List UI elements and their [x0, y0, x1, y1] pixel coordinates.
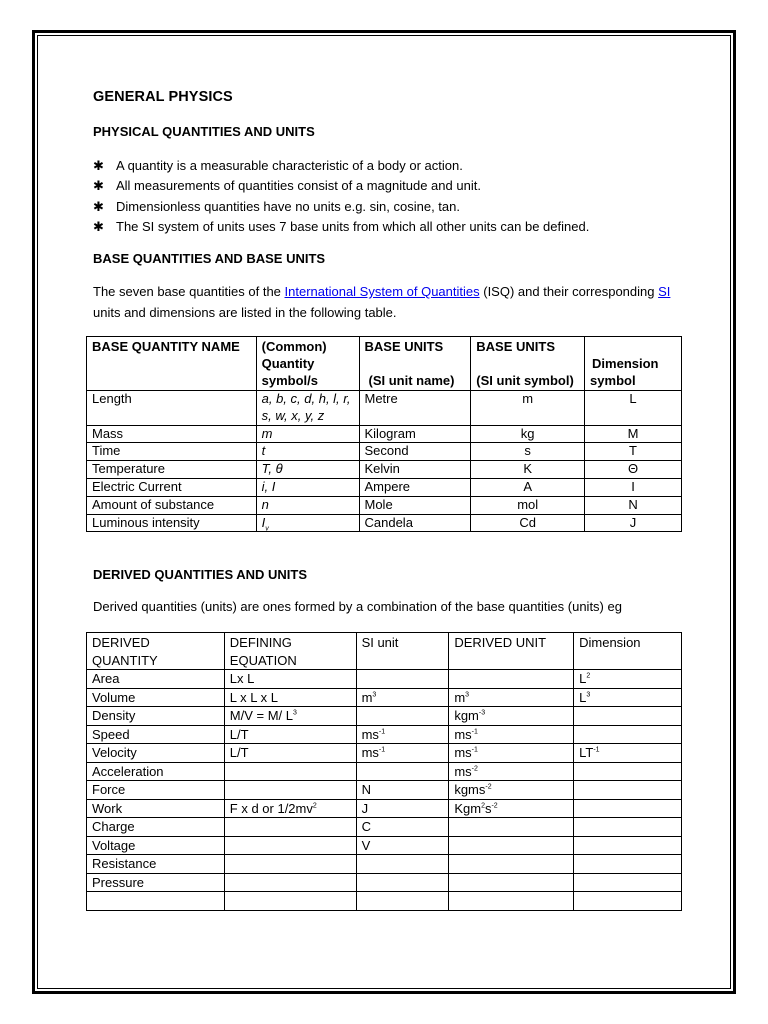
- header-derived-quantity: DERIVED QUANTITY: [87, 633, 225, 670]
- table-cell-dim: [574, 892, 682, 911]
- table-cell-si: [356, 892, 449, 911]
- table-row: Time t Second s T: [87, 443, 682, 461]
- table-cell-qty: Density: [87, 707, 225, 726]
- table-cell-derived: [449, 818, 574, 837]
- base-quantities-paragraph: The seven base quantities of the International System of Quantities (ISQ) and their corresponding SI units and dimensions are listed in the following table.: [93, 284, 671, 320]
- table-cell-qty: Area: [87, 670, 225, 689]
- table-cell-si: $m^3$: [356, 688, 449, 707]
- document-title: GENERAL PHYSICS: [93, 89, 233, 105]
- table-cell-derived: $ms^{-2}$: [449, 762, 574, 781]
- header-dimension: Dimension: [574, 633, 682, 670]
- table-cell-si: $ms^{-1}$: [356, 725, 449, 744]
- table-cell-si: V: [356, 836, 449, 855]
- table-cell-qty: Acceleration: [87, 762, 225, 781]
- table-row: Luminous intensity $I_v$ Candela Cd J: [87, 514, 682, 532]
- list-item: ✱ The SI system of units uses 7 base units from which all other units can be defined.: [93, 217, 693, 237]
- list-item: ✱ Dimensionless quantities have no units e.g. sin, cosine, tan.: [93, 197, 693, 217]
- table-row: Amount of substance n Mole mol N: [87, 496, 682, 514]
- table-cell-eq: [224, 892, 356, 911]
- derived-quantities-paragraph: Derived quantities (units) are ones formed by a combination of the base quantities (units) eg: [93, 599, 622, 614]
- asterisk-bullet-icon: ✱: [93, 178, 104, 194]
- table-row: [87, 855, 682, 874]
- table-cell-qty: Resistance: [87, 855, 225, 874]
- table-cell-derived: $Kgm^2s^{-2}$: [449, 799, 574, 818]
- table-cell-eq: Lx L: [224, 670, 356, 689]
- table-cell-si: $ms^{-1}$: [356, 744, 449, 763]
- base-quantities-table: [86, 336, 682, 532]
- table-row: [87, 836, 682, 855]
- table-row: [87, 707, 682, 726]
- table-cell-qty: Pressure: [87, 873, 225, 892]
- table-cell-dim: [574, 818, 682, 837]
- asterisk-bullet-icon: ✱: [93, 218, 104, 234]
- table-row: [87, 744, 682, 763]
- table-cell-derived: kgms$^{-2}$: [449, 781, 574, 800]
- table-cell-dim: [574, 836, 682, 855]
- header-quantity-symbol: (Common) Quantity symbol/s: [256, 337, 359, 391]
- table-cell-derived: $ms^{-1}$: [449, 744, 574, 763]
- header-si-unit: SI unit: [356, 633, 449, 670]
- table-cell-derived: kgm$^{-3}$: [449, 707, 574, 726]
- table-cell-si: N: [356, 781, 449, 800]
- table-row: [87, 873, 682, 892]
- header-quantity-name: BASE QUANTITY NAME: [87, 337, 257, 391]
- table-cell-eq: F x d or $1/2mv^2$: [224, 799, 356, 818]
- table-cell-eq: [224, 855, 356, 874]
- header-defining-equation: DEFINING EQUATION: [224, 633, 356, 670]
- table-cell-derived: [449, 855, 574, 874]
- table-cell-eq: [224, 836, 356, 855]
- table-cell-eq: L x L x L: [224, 688, 356, 707]
- bullet-list: [93, 156, 693, 237]
- isq-link[interactable]: International System of Quantities: [284, 284, 480, 299]
- table-cell-si: J: [356, 799, 449, 818]
- table-cell-derived: [449, 873, 574, 892]
- table-row: Length a, b, c, d, h, l, r, s, w, x, y, z Metre m L: [87, 391, 682, 426]
- table-row: [87, 762, 682, 781]
- asterisk-bullet-icon: ✱: [93, 198, 104, 214]
- table-cell-si: C: [356, 818, 449, 837]
- header-dimension-symbol: Dimension symbol: [585, 337, 682, 391]
- table-cell-eq: L/T: [224, 744, 356, 763]
- table-cell-eq: L/T: [224, 725, 356, 744]
- derived-table-body: [87, 670, 682, 911]
- section-heading-physical-quantities: PHYSICAL QUANTITIES AND UNITS: [93, 124, 315, 139]
- table-cell-eq: [224, 818, 356, 837]
- table-cell-qty: Charge: [87, 818, 225, 837]
- table-row: [87, 781, 682, 800]
- table-cell-si: [356, 707, 449, 726]
- table-header-row: [87, 337, 682, 391]
- table-cell-derived: [449, 892, 574, 911]
- table-cell-eq: M/V = M/ $L^3$: [224, 707, 356, 726]
- header-base-units-name: BASE UNITS (SI unit name): [359, 337, 471, 391]
- table-cell-si: [356, 855, 449, 874]
- section-heading-derived-quantities: DERIVED QUANTITIES AND UNITS: [93, 567, 308, 582]
- table-cell-eq: [224, 781, 356, 800]
- table-cell-qty: Speed: [87, 725, 225, 744]
- table-row: Electric Current i, I Ampere A I: [87, 478, 682, 496]
- asterisk-bullet-icon: ✱: [93, 158, 104, 173]
- table-cell-si: [356, 670, 449, 689]
- table-row: [87, 799, 682, 818]
- table-cell-qty: Volume: [87, 688, 225, 707]
- section-heading-base-quantities: BASE QUANTITIES AND BASE UNITS: [93, 251, 326, 266]
- table-cell-si: [356, 762, 449, 781]
- table-row: [87, 688, 682, 707]
- table-row: [87, 892, 682, 911]
- table-cell-dim: $L^2$: [574, 670, 682, 689]
- table-cell-eq: [224, 873, 356, 892]
- table-row: [87, 818, 682, 837]
- table-cell-dim: [574, 725, 682, 744]
- table-cell-dim: [574, 873, 682, 892]
- header-derived-unit: DERIVED UNIT: [449, 633, 574, 670]
- table-cell-derived: $m^3$: [449, 688, 574, 707]
- table-cell-qty: [87, 892, 225, 911]
- list-item: ✱ All measurements of quantities consist of a magnitude and unit.: [93, 176, 693, 196]
- table-cell-dim: [574, 762, 682, 781]
- table-row: [87, 725, 682, 744]
- table-cell-qty: Velocity: [87, 744, 225, 763]
- table-row: [87, 670, 682, 689]
- table-row: Temperature T, θ Kelvin K Θ: [87, 461, 682, 479]
- table-cell-dim: [574, 799, 682, 818]
- table-cell-derived: [449, 836, 574, 855]
- si-link[interactable]: SI: [658, 284, 671, 299]
- table-cell-qty: Work: [87, 799, 225, 818]
- header-base-units-symbol: BASE UNITS (SI unit symbol): [471, 337, 585, 391]
- table-cell-derived: $ms^{-1}$: [449, 725, 574, 744]
- table-cell-dim: [574, 855, 682, 874]
- list-item: ✱ A quantity is a measurable characteristic of a body or action.: [93, 156, 693, 176]
- table-cell-dim: [574, 781, 682, 800]
- table-cell-qty: Force: [87, 781, 225, 800]
- table-cell-dim: $LT^{-1}$: [574, 744, 682, 763]
- table-header-row: [87, 633, 682, 670]
- table-cell-dim: [574, 707, 682, 726]
- table-cell-eq: [224, 762, 356, 781]
- derived-quantities-table: [86, 632, 682, 911]
- table-row: Mass m Kilogram kg M: [87, 425, 682, 443]
- table-cell-si: [356, 873, 449, 892]
- table-cell-derived: [449, 670, 574, 689]
- table-cell-qty: Voltage: [87, 836, 225, 855]
- table-cell-dim: $L^3$: [574, 688, 682, 707]
